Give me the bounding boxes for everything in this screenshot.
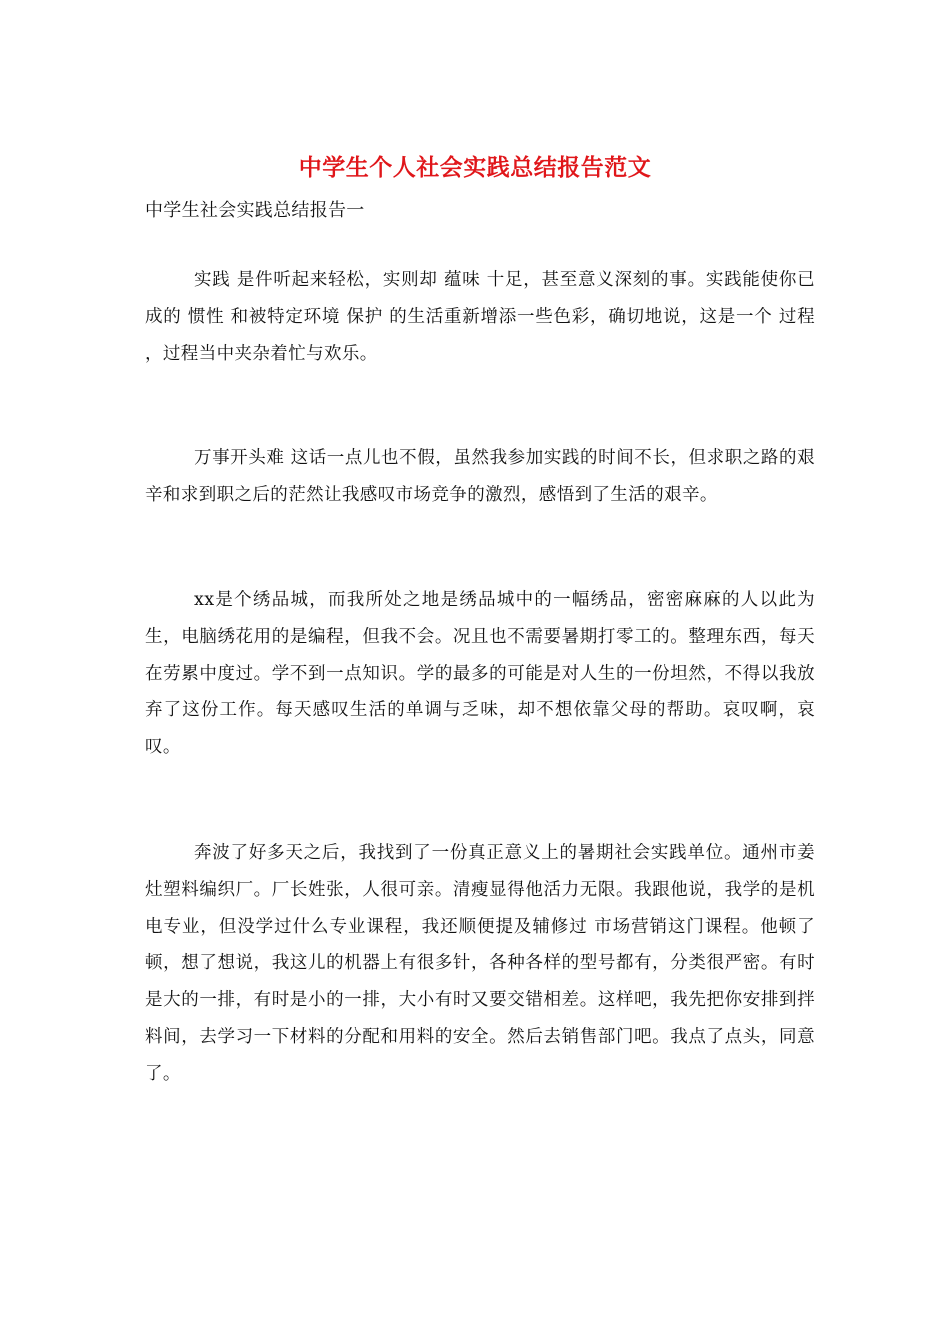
paragraph-3: xx是个绣品城，而我所处之地是绣品城中的一幅绣品，密密麻麻的人以此为生，电脑绣花用的是编程，但我不会。况且也不需要暑期打零工的。整理东西，每天在劳累中度过。学不到一点知识。学的最多的可能是对人生的一份坦然，不得以我放弃了这份工作。每天感叹生活的单调与乏味，却不想依靠父母的帮助。哀叹啊，哀叹。 (145, 590, 815, 758)
document-title: 中学生个人社会实践总结报告范文 (298, 154, 652, 181)
paragraph-2: 万事开头难 这话一点儿也不假，虽然我参加实践的时间不长，但求职之路的艰辛和求到职之后的茫然让我感叹市场竞争的激烈，感悟到了生活的艰辛。 (145, 448, 815, 505)
paragraph-1: 实践 是件听起来轻松，实则却 蕴味 十足，甚至意义深刻的事。实践能使你已成的 惯性 和被特定环境 保护 的生活重新增添一些色彩，确切地说，这是一个 过程 ，过程当中夹杂着忙与欢乐。 (145, 270, 815, 364)
paragraph-4: 奔波了好多天之后，我找到了一份真正意义上的暑期社会实践单位。通州市姜灶塑料编织厂。厂长姓张，人很可亲。清瘦显得他活力无限。我跟他说，我学的是机电专业，但没学过什么专业课程，我还顺便提及辅修过 市场营销这门课程。他顿了顿，想了想说，我这儿的机器上有很多针，各种各样的型号都有，分类很严密。有时是大的一排，有时是小的一排，大小有时又要交错相差。这样吧，我先把你安排到拌料间，去学习一下材料的分配和用料的安全。然后去销售部门吧。我点了点头，同意了。 (145, 843, 815, 1084)
document-subtitle: 中学生社会实践总结报告一 (145, 200, 365, 221)
